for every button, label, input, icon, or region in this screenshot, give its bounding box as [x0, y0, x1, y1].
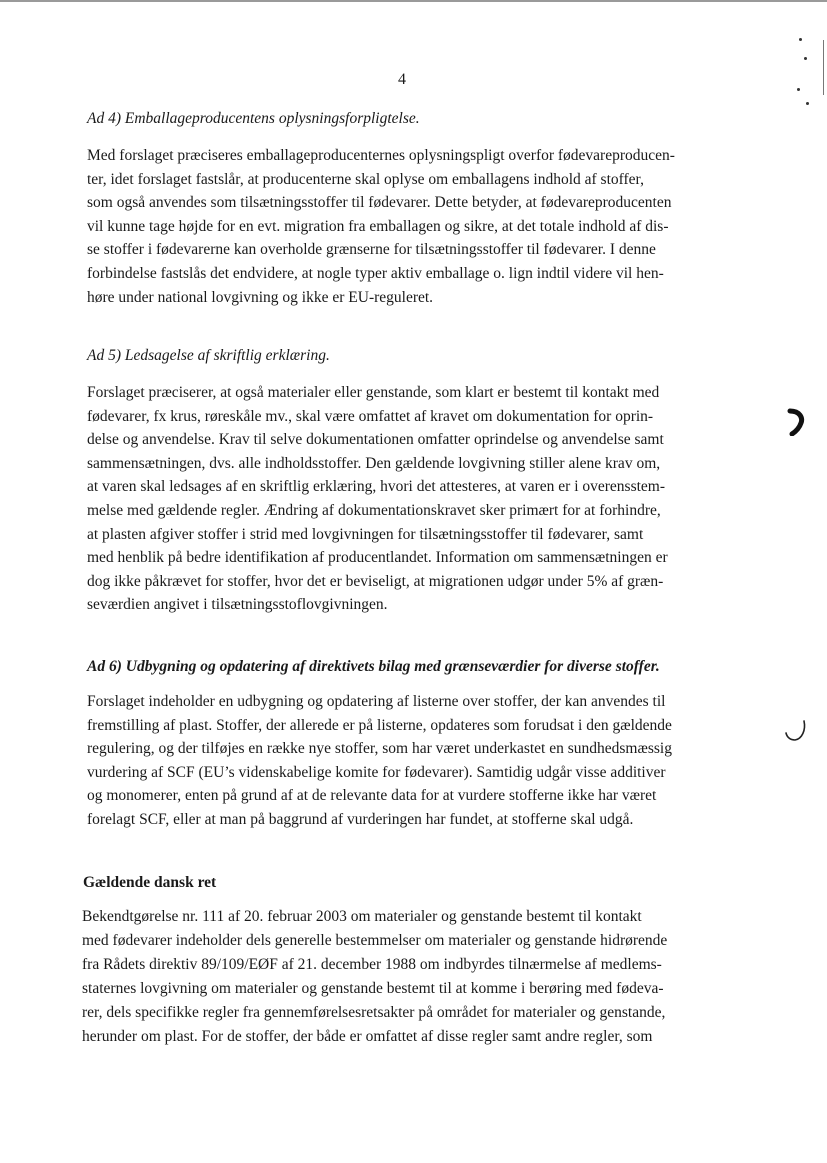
scan-speck: [797, 88, 800, 91]
scan-speck: [799, 38, 802, 41]
section-body-ad4: [87, 144, 727, 309]
text-line: se stoffer i fødevarerne kan overholde grænserne for tilsætningsstoffer til fødevarer. I denne: [87, 241, 656, 259]
text-line: som også anvendes som tilsætningsstoffer til fødevarer. Dette betyder, at fødevareproducenten: [87, 194, 672, 212]
text-line: Forslaget indeholder en udbygning og opdatering af listerne over stoffer, der kan anvendes til: [87, 693, 666, 710]
text-line: at varen skal ledsages af en skriftlig erklæring, hvori det attesteres, at varen er i overensstem-: [87, 478, 666, 496]
text-line: Bekendtgørelse nr. 111 af 20. februar 2003 om materialer og genstande bestemt til kontakt: [82, 908, 642, 925]
text-line: Med forslaget præciseres emballageproducenternes oplysningspligt overfor fødevareproducen-: [87, 147, 675, 164]
text-line: med fødevarer indeholder dels generelle bestemmelser om materialer og genstande hidrørende: [82, 932, 668, 949]
text-line: fremstilling af plast. Stoffer, der allerede er på listerne, opdateres som forudsat i den gældende: [87, 716, 672, 734]
section-body-danish-law: [82, 905, 720, 1049]
section-heading-ad4: Ad 4) Emballageproducentens oplysningsforpligtelse.: [87, 110, 420, 127]
text-line: rer, dels specifikke regler fra gennemførelsesretsakter på området for materialer og genstande,: [82, 1004, 666, 1021]
section-heading-ad6: Ad 6) Udbygning og opdatering af direktivets bilag med grænseværdier for diverse stoffer.: [87, 658, 660, 675]
punch-hole-mark: [784, 718, 810, 744]
text-line: ter, idet forslaget fastslår, at producenterne skal oplyse om emballagens indhold af stoffer,: [87, 170, 644, 188]
section-heading-ad5: Ad 5) Ledsagelse af skriftlig erklæring.: [87, 347, 330, 364]
page-number: 4: [398, 71, 406, 88]
page-top-edge: [0, 0, 827, 2]
text-line: staternes lovgivning om materialer og genstande bestemt til at komme i berøring med fødeva-: [82, 980, 664, 997]
text-line: forbindelse fastslås det endvidere, at nogle typer aktiv emballage o. lign indtil videre vil hen-: [87, 264, 664, 282]
text-line: fra Rådets direktiv 89/109/EØF af 21. december 1988 om indbyrdes tilnærmelse af medlems-: [82, 956, 662, 973]
section-body-ad6: [87, 690, 727, 832]
scan-speck: [806, 102, 809, 105]
text-line: vurdering af SCF (EU’s videnskabelige komite for fødevarer). Samtidig udgår visse additiver: [87, 763, 666, 781]
text-line: vil kunne tage højde for en evt. migration fra emballagen og sikre, at det totale indhold af dis-: [87, 217, 669, 235]
text-line: delse og anvendelse. Krav til selve dokumentationen omfatter oprindelse og anvendelse samt: [87, 431, 664, 449]
text-line: og monomerer, enten på grund af at de relevante data for at vurdere stofferne ikke har været: [87, 787, 657, 805]
text-line: herunder om plast. For de stoffer, der både er omfattet af disse regler samt andre regler, som: [82, 1028, 653, 1045]
text-line: høre under national lovgivning og ikke er EU-reguleret.: [87, 288, 434, 306]
text-line: regulering, og der tilføjes en række nye stoffer, som har været underkastet en sundhedsmæssig: [87, 740, 672, 758]
text-line: med henblik på bedre identifikation af producentlandet. Information om sammensætningen er: [87, 549, 668, 567]
punch-hole-mark: [786, 408, 808, 436]
text-line: seværdien angivet i tilsætningsstoflovgivningen.: [87, 596, 388, 614]
text-line: Forslaget præciserer, at også materialer eller genstande, som klart er bestemt til kontakt med: [87, 384, 660, 401]
scan-edge-line: [823, 40, 824, 95]
text-line: at plasten afgiver stoffer i strid med lovgivningen for tilsætningsstoffer til fødevarer, samt: [87, 525, 644, 543]
text-line: dog ikke påkrævet for stoffer, hvor det er beviseligt, at migrationen udgør under 5% af græn-: [87, 572, 664, 590]
section-heading-danish-law: Gældende dansk ret: [83, 874, 217, 891]
text-line: forelagt SCF, eller at man på baggrund af vurderingen har fundet, at stofferne skal udgå.: [87, 810, 634, 828]
text-line: fødevarer, fx krus, røreskåle mv., skal være omfattet af kravet om dokumentation for oprin-: [87, 407, 654, 425]
text-line: melse med gældende regler. Ændring af dokumentationskravet sker primært for at forhindre,: [87, 501, 661, 519]
text-line: sammensætningen, dvs. alle indholdsstoffer. Den gældende lovgivning stiller alene krav om,: [87, 454, 661, 472]
section-body-ad5: [87, 381, 727, 617]
scan-speck: [804, 57, 807, 60]
